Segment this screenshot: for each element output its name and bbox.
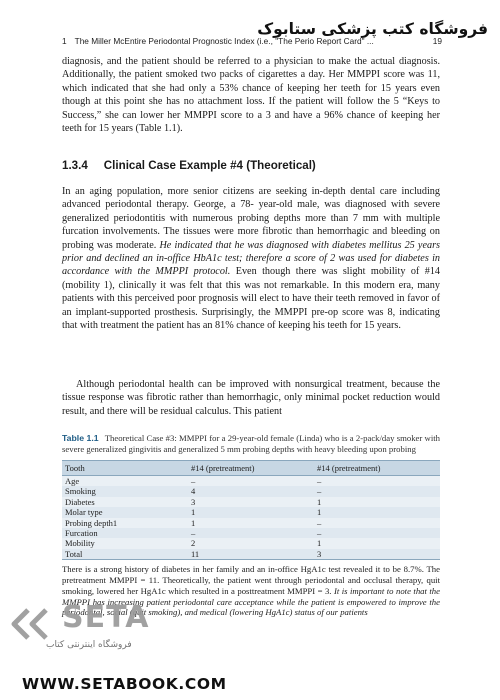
case-paragraph — [62, 185, 440, 332]
seta-logo-icon — [6, 604, 62, 644]
table-cell: – — [314, 528, 440, 538]
table-cell: – — [188, 476, 314, 487]
table-cell: 1 — [314, 507, 440, 517]
paragraph-final: Although periodontal health can be improved with nonsurgical treatment, because the tissue response was fibrotic rather than hemorrhagic, only minimal pocket reduction would result, and there will be residual calculus. This patient — [62, 379, 440, 417]
seta-brand-text: SETA — [62, 600, 150, 635]
table-cell: 11 — [188, 549, 314, 560]
table-header-row — [62, 460, 440, 475]
watermark-bottom: WWW.SETABOOK.COM — [22, 675, 227, 693]
table-cell: Total — [62, 549, 188, 560]
table-cell: – — [314, 476, 440, 487]
paragraph-1: diagnosis, and the patient should be referred to a physician to make the actual diagnosis. Additionally, the patient smoked two packs of cigarettes a day. Her MMPPI score was 11, which indicated that she had only a 53% chance of keeping her teeth for 15 years even though at this point she has no attachment loss. If the patient will follow the 5 “Keys to Success,” she can lower her MMPPI score to a 3 and have a 96% chance of keeping her teeth for 15 years (Table 1.1). — [62, 56, 440, 135]
table-cell: Diabetes — [62, 497, 188, 507]
table-cell: – — [314, 486, 440, 496]
running-head-title: The Miller McEntire Periodontal Prognostic Index (i.e., "The Perio Report Card" ... — [74, 36, 374, 46]
watermark-top: فروشگاه کتب پزشکی ستابوک — [257, 20, 488, 38]
table-header-cell: #14 (pretreatment) — [314, 460, 440, 475]
section-number: 1.3.4 — [62, 159, 88, 172]
chapter-number: 1 — [62, 36, 67, 46]
table-caption-text: Theoretical Case #3: MMPPI for a 29-year-old female (Linda) who is a 2-pack/day smoker with severe generalized gingivitis and generalized 5 mm probing depths with heavy bleeding upon probing — [62, 433, 440, 454]
table-row — [62, 538, 440, 548]
table-row-total — [62, 549, 440, 560]
table-row — [62, 476, 440, 487]
table-label: Table 1.1 — [62, 433, 99, 443]
table-cell: – — [188, 528, 314, 538]
table-row — [62, 507, 440, 517]
page-number: 19 — [432, 36, 442, 46]
table-cell: 1 — [188, 518, 314, 528]
seta-logo — [6, 600, 156, 660]
table-cell: 1 — [314, 497, 440, 507]
table-header-cell: #14 (pretreatment) — [188, 460, 314, 475]
case-text-italic: He indicated that he was diagnosed with diabetes mellitus 25 years prior and declined an in-office HbA1c test; therefore a score of 2 was used for diabetes in accordance with the MMPPI protocol. — [62, 239, 441, 278]
seta-brand-subtitle: فروشگاه اینترنتی کتاب — [46, 640, 132, 650]
table-row — [62, 497, 440, 507]
table-cell: Smoking — [62, 486, 188, 496]
table-row — [62, 486, 440, 496]
case-text-part2: Even though there was slight mobility of #14 (mobility 1), clinically it was felt that this was not remarkable. In this modern era, many patients with this perceived poor prognosis will elect to have their teeth removed in favor of an implant-supported prosthesis. Surprisingly, the MMPPI pre-op score was 8, indicating that with treatment the patient has an 81% chance of keeping his teeth for 15 years. — [62, 266, 441, 332]
table-cell: 2 — [188, 538, 314, 548]
section-heading — [62, 159, 316, 172]
table-cell: 3 — [314, 549, 440, 560]
table-row — [62, 518, 440, 528]
table-header-cell: Tooth — [62, 460, 188, 475]
table-caption — [62, 433, 440, 455]
table-block — [62, 433, 440, 618]
footnote-italic-text: It is important to note that the MMPPI has increasing patient periodontal care acceptance while the patient is empowered to improve the periodontal, social (quit smoking), and medical (lowering HgA1c) status of our patients — [62, 585, 441, 618]
table-cell: 3 — [188, 497, 314, 507]
table-cell: Probing depth1 — [62, 518, 188, 528]
table-cell: Furcation — [62, 528, 188, 538]
table-cell: 1 — [188, 507, 314, 517]
table-cell: 4 — [188, 486, 314, 496]
table-row — [62, 528, 440, 538]
table-cell: 1 — [314, 538, 440, 548]
table-cell: Age — [62, 476, 188, 487]
table-cell: – — [314, 518, 440, 528]
table-cell: Mobility — [62, 538, 188, 548]
footnote-text: There is a strong history of diabetes in her family and an in-office HgA1c test revealed it to be 8.7%. The pretreatment MMPPI = 11. Theoretically, the patient went through periodontal and occlusal therapy, quit smoking, lowered her HgA1c which resulted in a posttreatment MMPPI = 3. — [62, 564, 440, 596]
table-cell: Molar type — [62, 507, 188, 517]
case-text-part1: In an aging population, more senior citizens are seeking in-depth dental care including advanced periodontal therapy. George, a 78- year-old male, was diagnosed with severe generalized periodontitis with numerous probing depths more than 7 mm with multiple furcation involvements. The tissues were more fibrotic than hemorrhagic and bleeding on probing was moderate. — [62, 186, 440, 251]
section-title: Clinical Case Example #4 (Theoretical) — [103, 159, 316, 172]
mmppi-table — [62, 460, 440, 561]
